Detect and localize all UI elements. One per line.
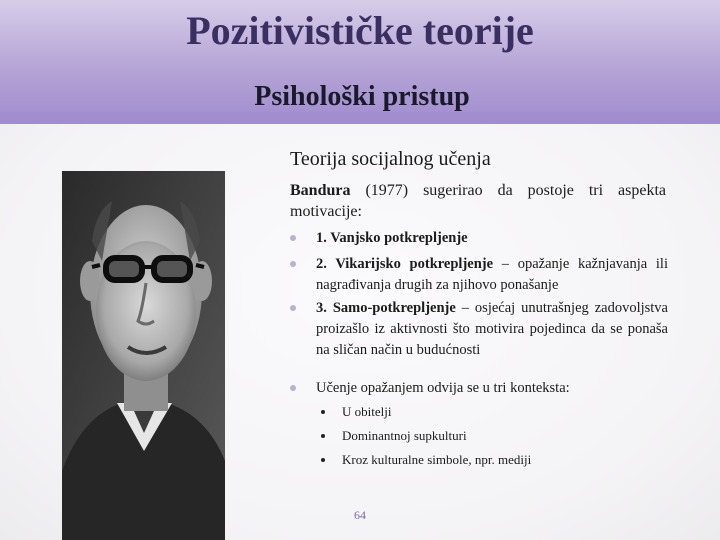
intro-paragraph: [290, 180, 666, 222]
bullet-text-bold: 2. Vikarijsko potkrepljenje: [316, 256, 494, 272]
page-number: 64: [354, 508, 366, 522]
sub-bullet-dot-icon: [321, 410, 325, 414]
intro-author: Bandura: [290, 182, 351, 199]
bullet-dot-icon: [290, 261, 296, 267]
bullet-text: [316, 254, 668, 296]
slide-title: Pozitivističke teorije: [186, 8, 534, 53]
bullet-text-bold: 1. Vanjsko potkrepljenje: [316, 230, 468, 246]
sub-bullet-dot-icon: [321, 458, 325, 462]
bullet-dot-icon: [290, 305, 296, 311]
bullet-text: [316, 298, 668, 361]
sub-bullet-dot-icon: [321, 434, 325, 438]
bullet-text: [316, 228, 668, 249]
sub-bullet-text: U obitelji: [342, 404, 392, 419]
bullet-text: Učenje opažanjem odvija se u tri konteksta:: [316, 380, 570, 396]
sub-bullet-text: Dominantnoj supkulturi: [342, 428, 467, 443]
slide-subtitle: [0, 80, 720, 114]
intro-text: (1977) sugerirao da postoje tri aspekta motivacije:: [290, 182, 666, 220]
bullet-text-bold: 3. Samo-potkrepljenje: [316, 300, 456, 316]
bullet-text-rest: – osjećaj unutrašnjeg zadovoljstva proizašlo iz aktivnosti što motivira pojedinca da se ponaša na sličan način u budućnosti: [316, 300, 668, 358]
bullet-text-rest: – opažanje kažnjavanja ili nagrađivanja drugih za njihovo ponašanje: [316, 256, 668, 293]
portrait-image: [62, 171, 225, 540]
slide-subtitle-text: Psihološki pristup: [254, 81, 470, 112]
bullet-dot-icon: [290, 235, 296, 241]
sub-bullet-text: Kroz kulturalne simbole, npr. mediji: [342, 452, 532, 467]
bullet-dot-icon: [290, 385, 296, 391]
portrait-photo: [62, 171, 225, 540]
section-title: Teorija socijalnog učenja: [290, 148, 491, 170]
